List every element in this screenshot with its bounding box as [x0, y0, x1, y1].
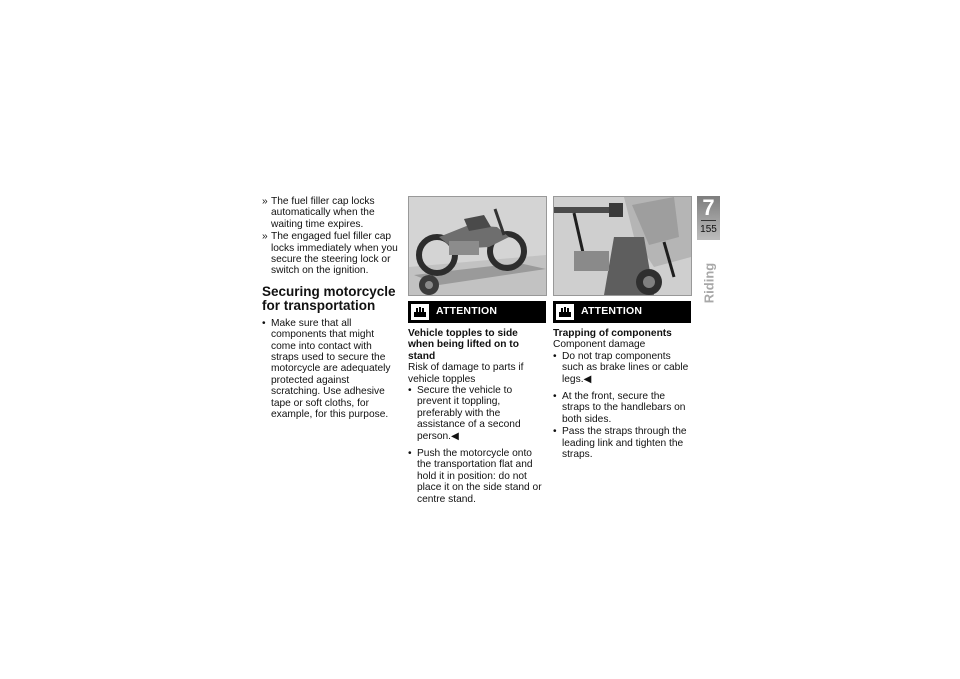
bullet-item	[553, 351, 691, 385]
attention-banner	[553, 301, 691, 323]
attention-banner	[408, 301, 546, 323]
bullet-text: Make sure that all components that might come into contact with straps used to secure the motorcycle are adequately protected against scratching. Use adhesive tape or soft cloths, for example, for this purpose.	[271, 317, 391, 421]
bullet-text: Secure the vehicle to prevent it toppling, preferably with the assistance of a second person.◀	[417, 385, 521, 442]
text-column-1	[262, 196, 400, 421]
bullet-text: At the front, secure the straps to the handlebars on both sides.	[562, 391, 686, 425]
bullet-item	[408, 385, 546, 442]
motorcycle-on-trailer-illustration-icon	[408, 196, 547, 296]
bullet-mark: •	[262, 317, 266, 329]
warning-hand-icon	[411, 304, 429, 320]
result-mark: »	[262, 231, 268, 243]
bullet-item	[553, 391, 691, 425]
warning-hand-icon	[556, 304, 574, 320]
result-item	[262, 231, 400, 277]
bullet-mark: •	[553, 350, 557, 362]
chapter-number: 7	[702, 195, 715, 220]
section-heading: Securing motorcycle for transportation	[262, 283, 396, 313]
text-column-2	[408, 196, 546, 505]
result-mark: »	[262, 196, 268, 207]
attention-label: ATTENTION	[581, 305, 643, 318]
chapter-divider	[701, 220, 716, 221]
warning-title: Trapping of components	[553, 328, 672, 339]
result-item	[262, 196, 400, 230]
chapter-label: Riding	[701, 262, 717, 304]
bullet-mark: •	[553, 426, 557, 438]
page-number: 155	[700, 224, 717, 235]
handlebar-strap-illustration-icon	[553, 196, 692, 296]
bullet-text: Do not trap components such as brake lines or cable legs.◀	[562, 350, 689, 385]
bullet-text: Pass the straps through the leading link and tighten the straps.	[562, 426, 687, 461]
warning-consequence: Risk of damage to parts if vehicle topples	[408, 362, 524, 385]
bullet-text: Push the motorcycle onto the transportation flat and hold it in position: do not place it on the side stand or centre stand.	[417, 448, 542, 505]
chapter-tab	[697, 196, 720, 240]
bullet-item	[408, 448, 546, 505]
text-column-3	[553, 196, 691, 460]
result-text: The fuel filler cap locks automatically when the waiting time expires.	[271, 196, 375, 230]
warning-title: Vehicle topples to side when being lifted on to stand	[408, 328, 519, 362]
warning-consequence: Component damage	[553, 339, 646, 351]
bullet-item	[262, 318, 400, 421]
bullet-mark: •	[408, 448, 412, 460]
bullet-item	[553, 426, 691, 460]
bullet-mark: •	[408, 385, 412, 397]
result-text: The engaged fuel filler cap locks immediately when you secure the steering lock or switch on the ignition.	[271, 231, 398, 277]
attention-label: ATTENTION	[436, 305, 498, 318]
bullet-mark: •	[553, 391, 557, 403]
